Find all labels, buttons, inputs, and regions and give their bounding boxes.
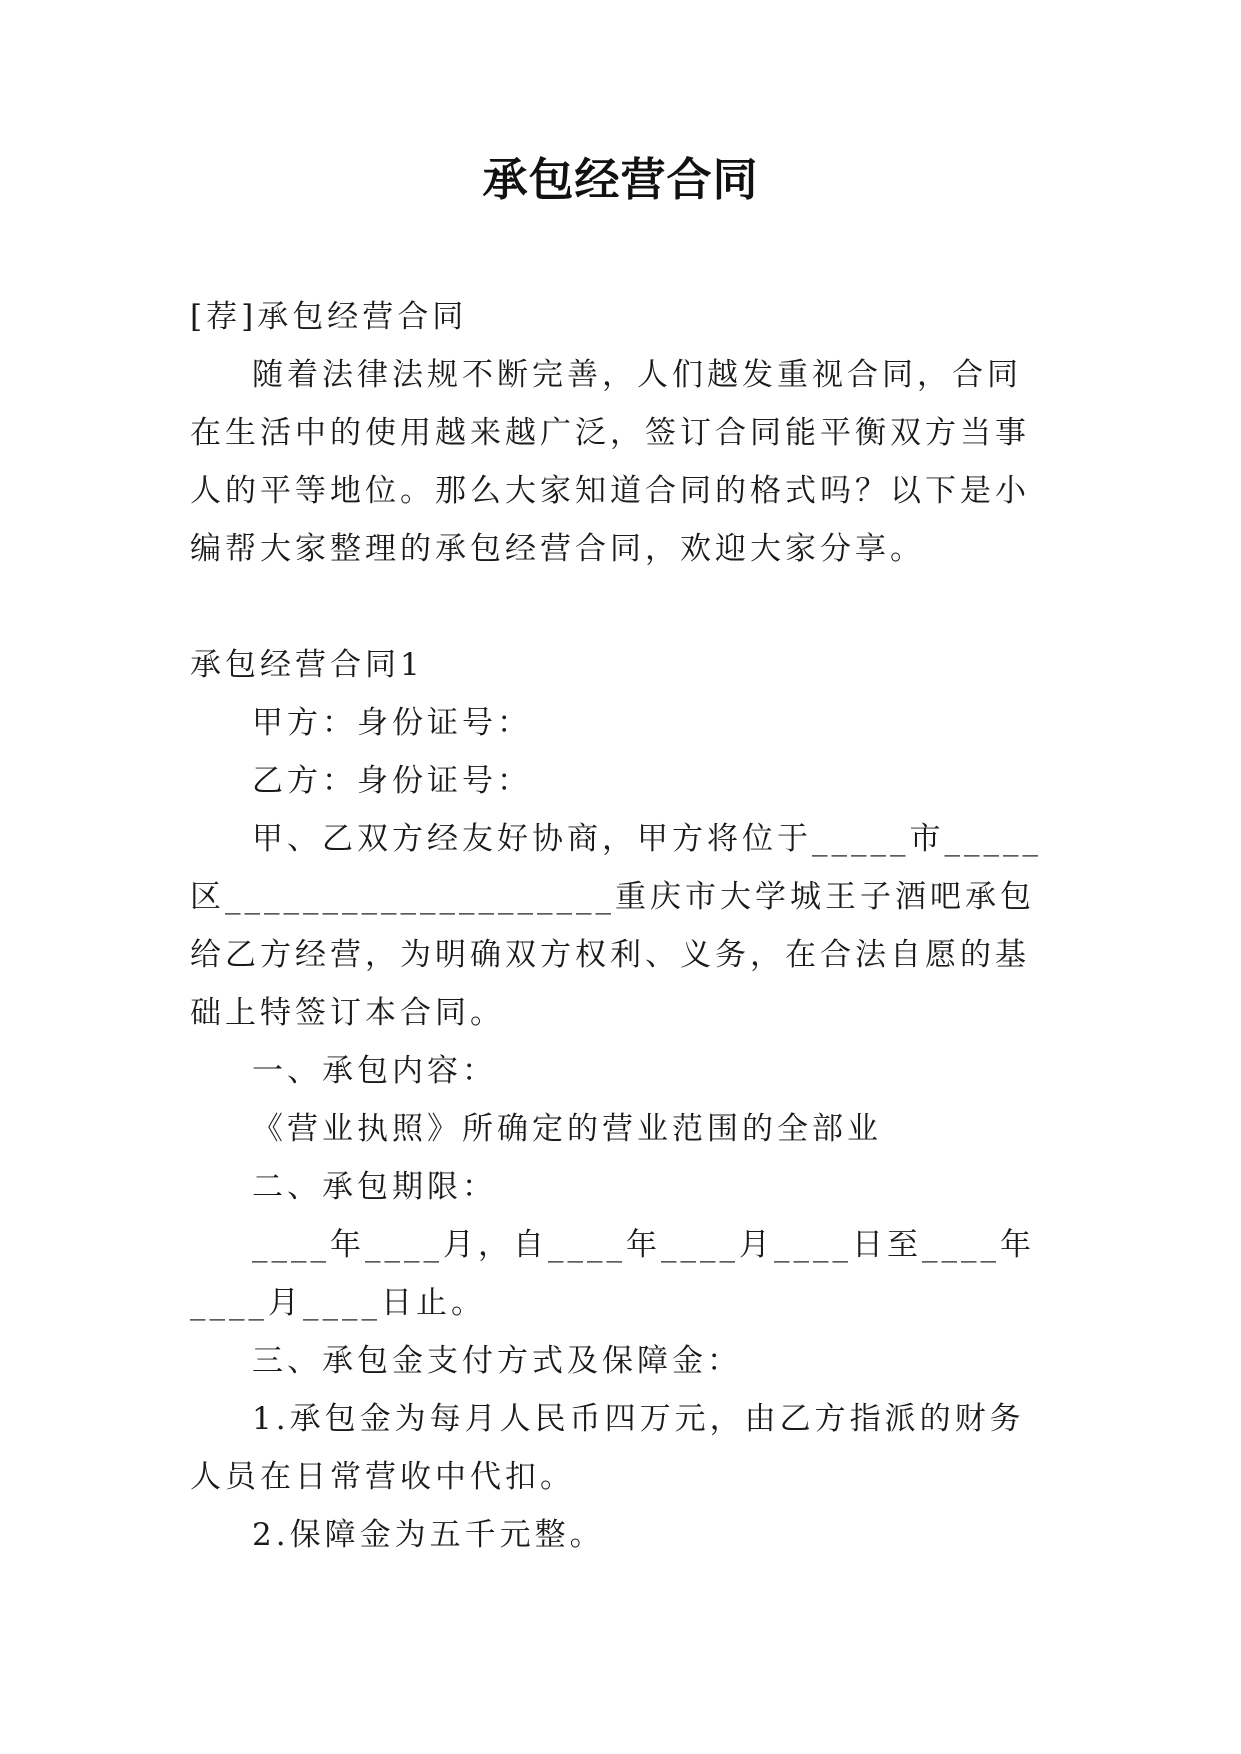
section-heading: 承包经营合同1 [190, 647, 424, 683]
party-a-line: 甲方：身份证号： [252, 705, 532, 741]
paragraph-gap [190, 578, 1054, 636]
party-b-line: 乙方：身份证号： [252, 763, 532, 799]
item1-heading: 一、承包内容： [252, 1053, 497, 1089]
clause-intro-paragraph: 甲、乙双方经友好协商，甲方将位于_____市_____区____________________重庆市大学城王子酒吧承包给乙方经营，为明确双方权利、义务，在合法自愿的基础上特签订本合同。 [190, 821, 1042, 1031]
item1-text: 《营业执照》所确定的营业范围的全部业 [252, 1111, 882, 1147]
item3-point1: 1.承包金为每月人民币四万元，由乙方指派的财务人员在日常营收中代扣。 [190, 1401, 1025, 1495]
item2-text: ____年____月，自____年____月____日至____年____月____日止。 [190, 1227, 1035, 1321]
subtitle: [荐]承包经营合同 [190, 299, 468, 335]
item2-heading: 二、承包期限： [252, 1169, 497, 1205]
item3-heading: 三、承包金支付方式及保障金： [252, 1343, 742, 1379]
document-title: 承包经营合同 [482, 153, 759, 206]
document-body [190, 288, 1054, 1564]
intro-paragraph: 随着法律法规不断完善，人们越发重视合同，合同在生活中的使用越来越广泛，签订合同能平衡双方当事人的平等地位。那么大家知道合同的格式吗？以下是小编帮大家整理的承包经营合同，欢迎大家分享。 [190, 357, 1030, 567]
item3-point2: 2.保障金为五千元整。 [252, 1517, 605, 1553]
